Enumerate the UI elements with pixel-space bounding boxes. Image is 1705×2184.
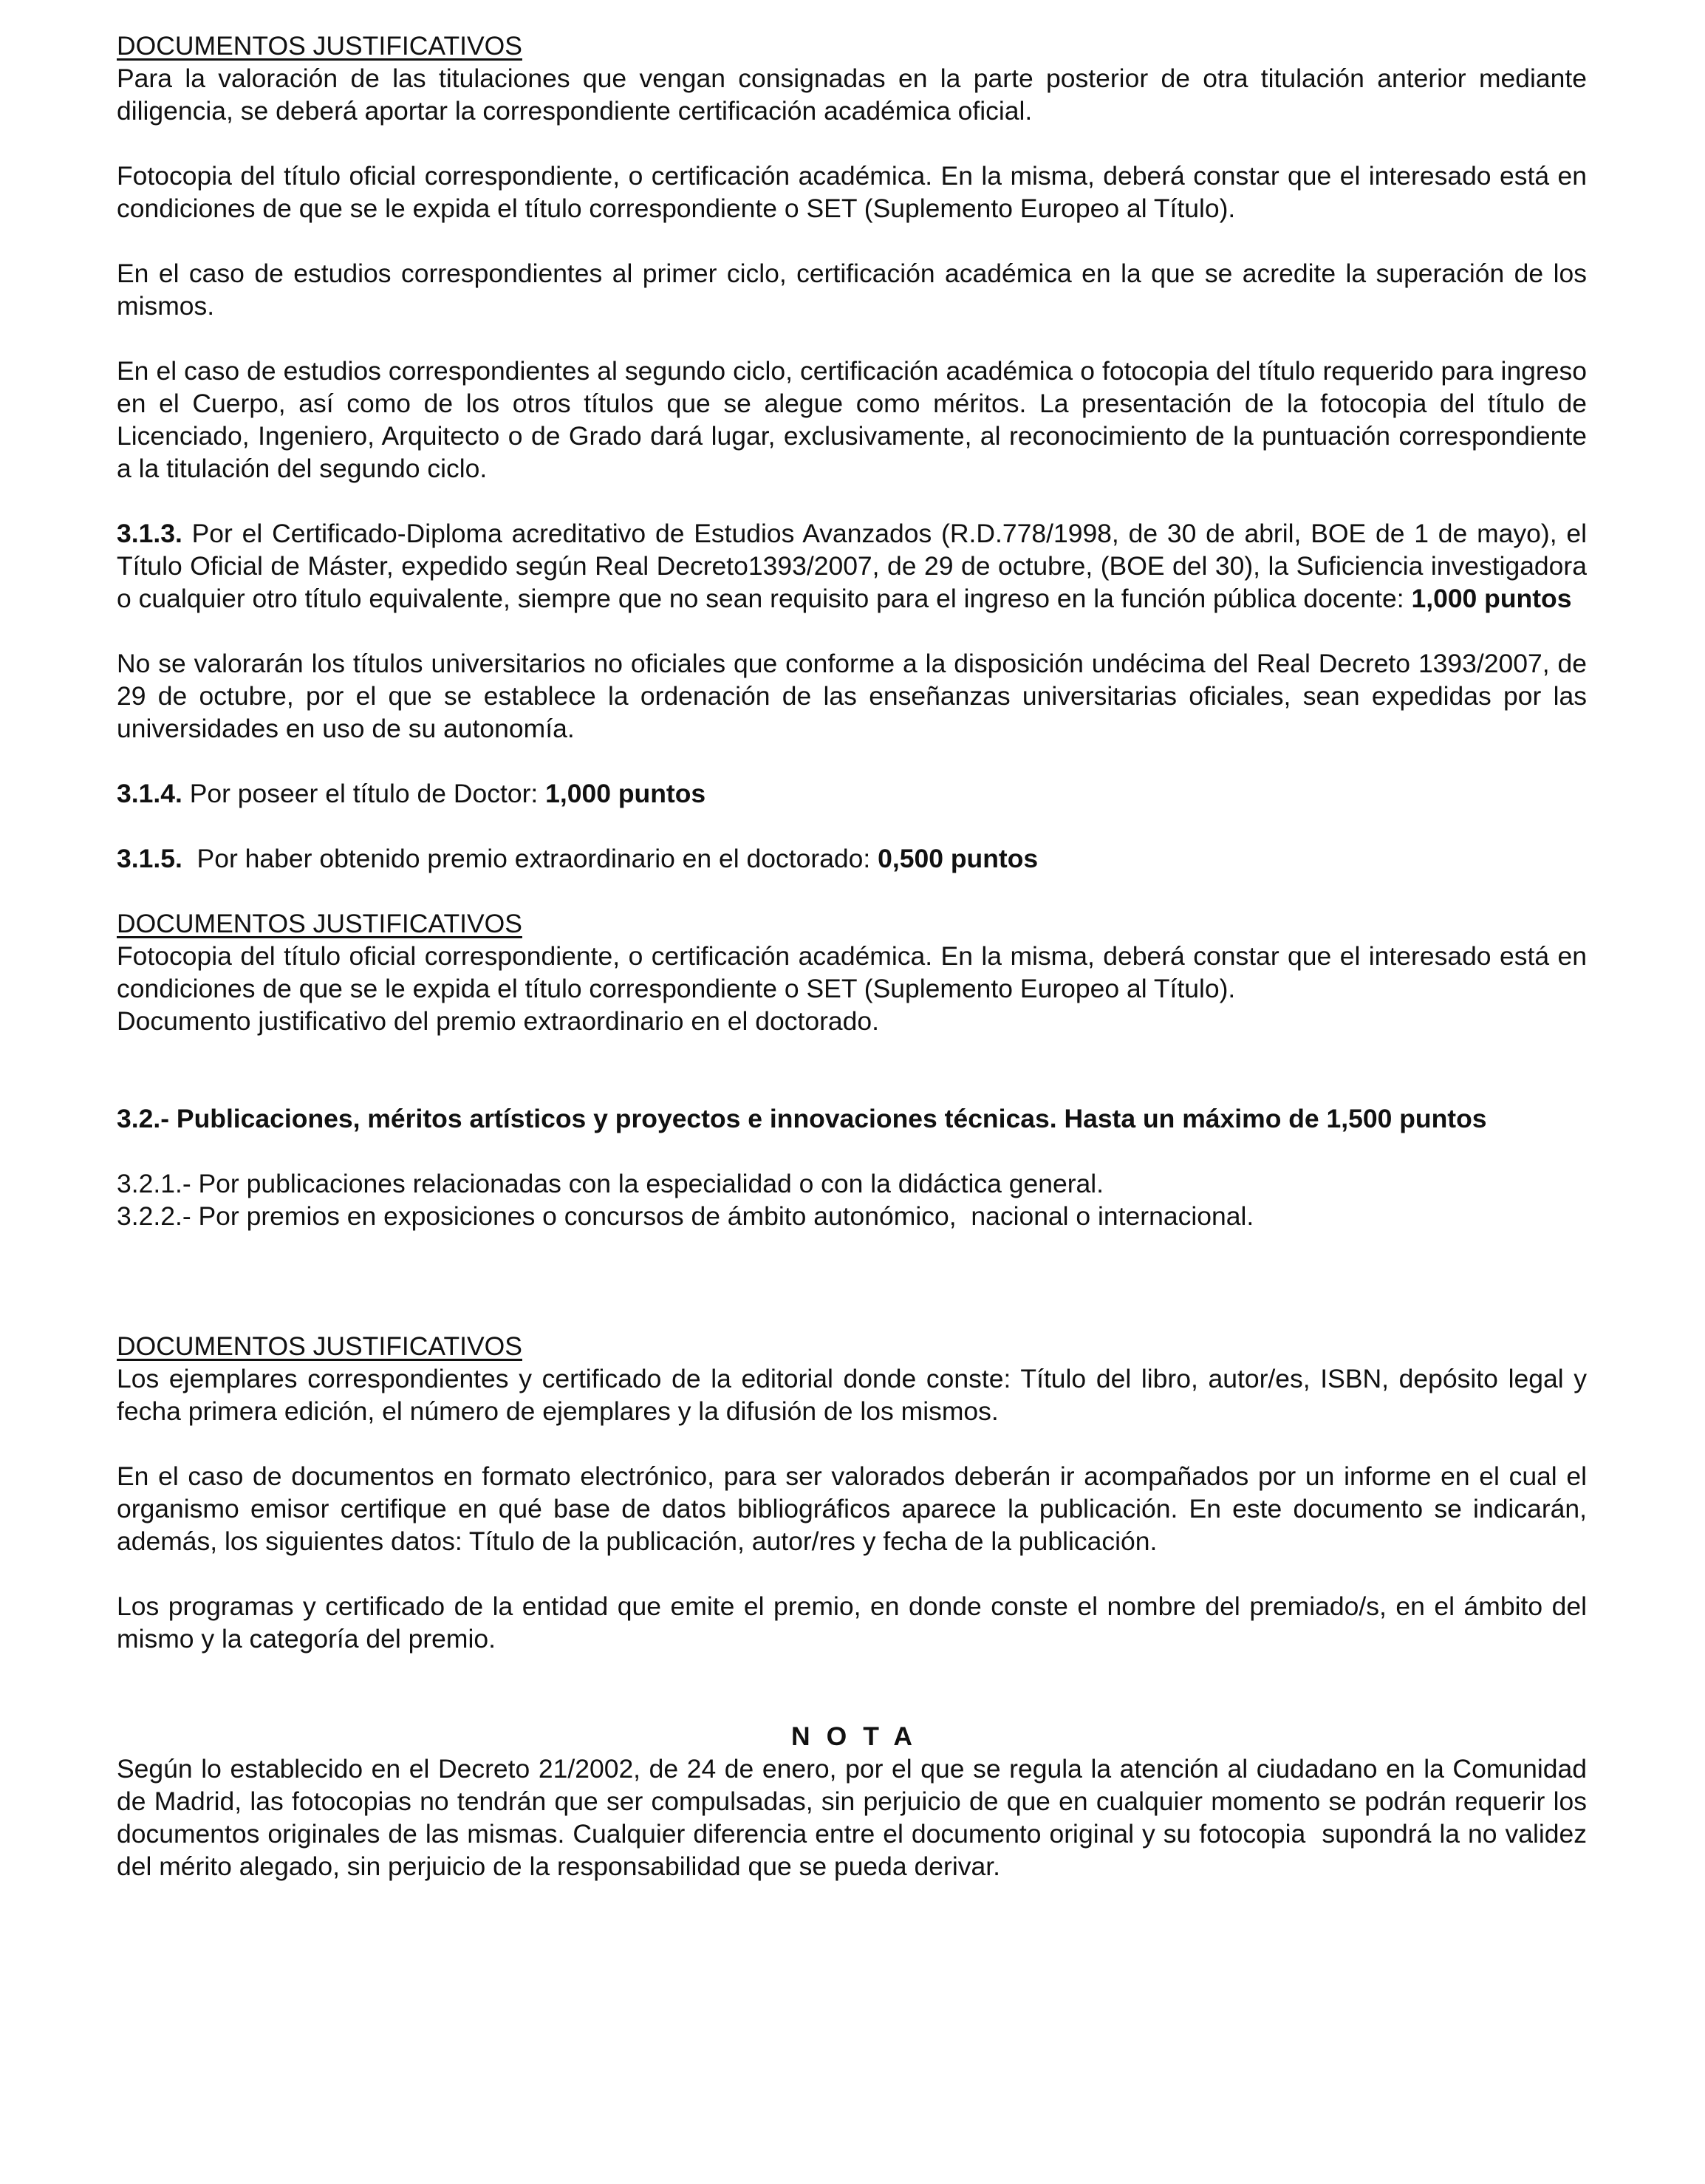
section-3-1-3-note: No se valorarán los títulos universitarios no oficiales que conforme a la disposición undécima del Real Decreto 1393/2007, de 29 de octubre, por el que se establece la ordenación de las enseñanzas universitarias oficiales, sean expedidas por las universidades en uso de su autonomía. (117, 649, 1587, 743)
docs3-paragraph-3: Los programas y certificado de la entidad que emite el premio, en donde conste el nombre del premiado/s, en el ámbito del mismo y la categoría del premio. (117, 1591, 1587, 1654)
docs3-paragraph-2: En el caso de documentos en formato electrónico, para ser valorados deberán ir acompañados por un informe en el cual el organismo emisor certifique en qué base de datos bibliográficos aparece la publicación. En este documento se indicarán, además, los siguientes datos: Título de la publicación, autor/res y fecha de la publicación. (117, 1461, 1587, 1556)
nota-title: NOTA (791, 1721, 929, 1751)
section-text: Por haber obtenido premio extraordinario en el doctorado: (182, 844, 878, 873)
docs3-paragraph-1: Los ejemplares correspondientes y certificado de la editorial donde conste: Título del libro, autor/es, ISBN, depósito legal y fecha primera edición, el número de ejemplares y la difusión de los mismos. (117, 1364, 1587, 1426)
section-3-2-1: 3.2.1.- Por publicaciones relacionadas con la especialidad o con la didáctica general. (117, 1169, 1104, 1198)
section-text: Por poseer el título de Doctor: (182, 779, 546, 808)
section-number: 3.1.3. (117, 519, 182, 548)
docs2-paragraph-2: Documento justificativo del premio extraordinario en el doctorado. (117, 1006, 880, 1036)
section-points: 1,000 puntos (1411, 584, 1572, 613)
docs2-paragraph-1: Fotocopia del título oficial correspondiente, o certificación académica. En la misma, deberá constar que el interesado está en condiciones de que se le expida el título correspondiente o SET (Suplemento Europeo al Título). (117, 941, 1587, 1003)
nota-paragraph: Según lo establecido en el Decreto 21/2002, de 24 de enero, por el que se regula la atención al ciudadano en la Comunidad de Madrid, las fotocopias no tendrán que ser compulsadas, sin perjuicio de que en cualquier momento se podrán requerir los documentos originales de las mismas. Cualquier diferencia entre el documento original y su fotocopia supondrá la no validez del mérito alegado, sin perjuicio de la responsabilidad que se pueda derivar. (117, 1754, 1594, 1881)
section-3-1-3 (117, 517, 1587, 615)
docs-heading-1: DOCUMENTOS JUSTIFICATIVOS (117, 31, 522, 61)
docs1-paragraph-2: Fotocopia del título oficial correspondiente, o certificación académica. En la misma, deberá constar que el interesado está en condiciones de que se le expida el título correspondiente o SET (Suplemento Europeo al Título). (117, 161, 1587, 223)
document-page (117, 30, 1594, 1883)
section-3-1-5 (117, 842, 1587, 875)
section-number: 3.1.4. (117, 779, 182, 808)
docs1-paragraph-1: Para la valoración de las titulaciones que vengan consignadas en la parte posterior de otra titulación anterior mediante diligencia, se deberá aportar la correspondiente certificación académica oficial. (117, 64, 1587, 126)
section-3-2-2: 3.2.2.- Por premios en exposiciones o concursos de ámbito autonómico, nacional o internacional. (117, 1201, 1254, 1231)
docs-heading-2: DOCUMENTOS JUSTIFICATIVOS (117, 909, 522, 938)
docs1-paragraph-3: En el caso de estudios correspondientes al primer ciclo, certificación académica en la que se acredite la superación de los mismos. (117, 259, 1587, 321)
docs-heading-3: DOCUMENTOS JUSTIFICATIVOS (117, 1331, 522, 1361)
section-3-2-title: 3.2.- Publicaciones, méritos artísticos y proyectos e innovaciones técnicas. Hasta un máximo de 1,500 puntos (117, 1104, 1487, 1133)
section-3-1-4 (117, 777, 1587, 810)
section-text: Por el Certificado-Diploma acreditativo de Estudios Avanzados (R.D.778/1998, de 30 de abril, BOE de 1 de mayo), el Título Oficial de Máster, expedido según Real Decreto1393/2007, de 29 de octubre, (BOE del 30), la Suficiencia investigadora o cualquier otro título equivalente, siempre que no sean requisito para el ingreso en la función pública docente: (117, 519, 1587, 613)
section-points: 1,000 puntos (545, 779, 706, 808)
docs1-paragraph-4: En el caso de estudios correspondientes al segundo ciclo, certificación académica o fotocopia del título requerido para ingreso en el Cuerpo, así como de los otros títulos que se alegue como méritos. La presentación de la fotocopia del título de Licenciado, Ingeniero, Arquitecto o de Grado dará lugar, exclusivamente, al reconocimiento de la puntuación correspondiente a la titulación del segundo ciclo. (117, 356, 1587, 483)
section-number: 3.1.5. (117, 844, 182, 873)
section-points: 0,500 puntos (878, 844, 1039, 873)
